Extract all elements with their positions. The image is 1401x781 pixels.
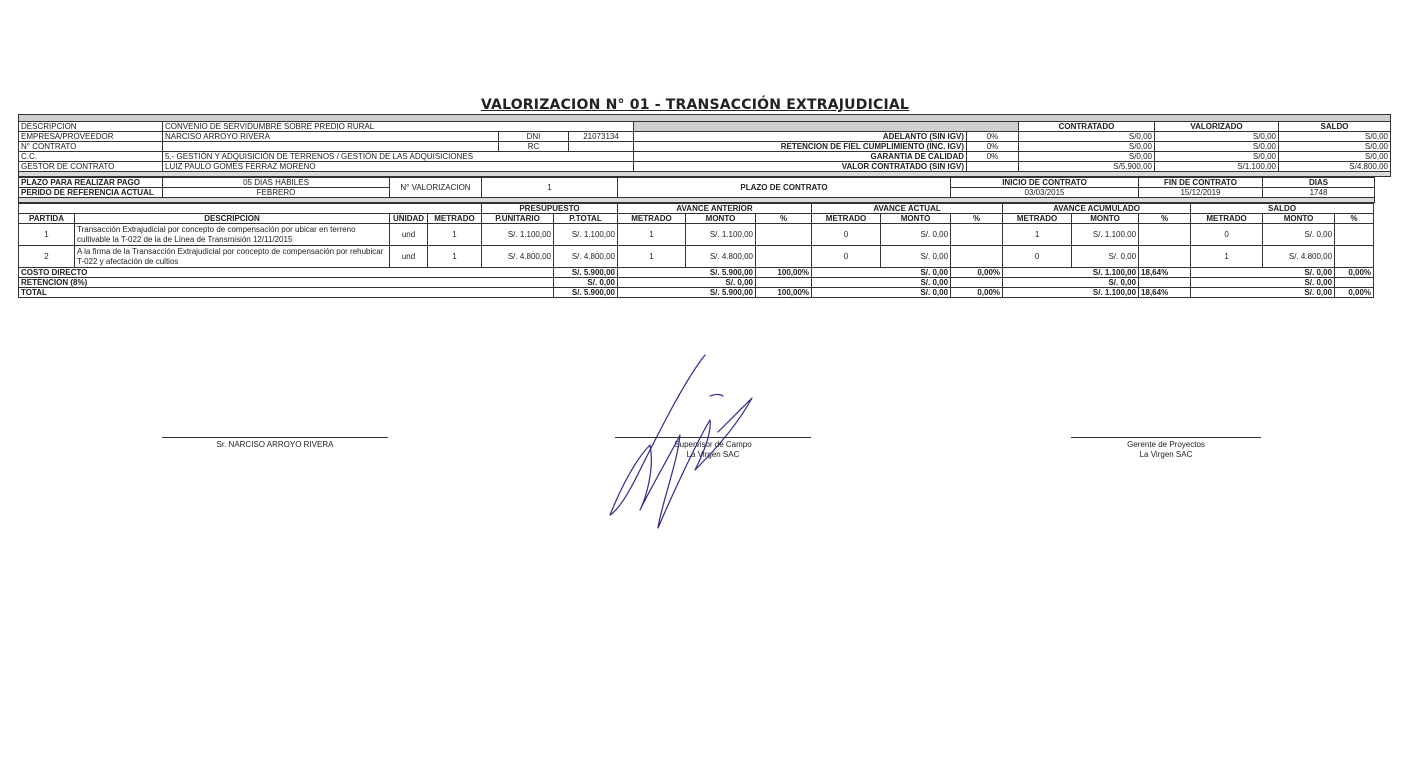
periodo-value: FEBRERO <box>163 188 390 198</box>
summary-valorizado: S/0,00 <box>1155 152 1279 162</box>
col-acu-pct: % <box>1139 214 1191 224</box>
rc-value <box>569 142 634 152</box>
cc-value: 5.- GESTIÓN Y ADQUISICIÓN DE TERRENOS / GESTIÓN DE LAS ADQUISICIONES <box>163 152 634 162</box>
act-pct-cell <box>951 224 1003 246</box>
summary-saldo: S/0,00 <box>1279 132 1391 142</box>
summary-valorizado: S/1.100,00 <box>1155 162 1279 172</box>
inicio-value: 03/03/2015 <box>951 188 1139 198</box>
empresa-value: NARCISO ARROYO RIVERA <box>163 132 499 142</box>
punitario-cell: S/. 4.800,00 <box>482 246 554 268</box>
acu-monto-cell: S/. 0,00 <box>1072 246 1139 268</box>
signature-line-left <box>162 437 388 438</box>
totals-row <box>19 268 1374 278</box>
act-metrado-cell: 0 <box>812 246 881 268</box>
separator-band <box>19 172 1391 177</box>
partida-cell: 2 <box>19 246 75 268</box>
summary-pct: 0% <box>967 152 1019 162</box>
col-act-metrado: METRADO <box>812 214 881 224</box>
summary-contratado: S/5.900,00 <box>1019 162 1155 172</box>
plazo-pago-value: 05 DIAS HABILES <box>163 178 390 188</box>
group-avance-acumulado: AVANCE ACUMULADO <box>1003 204 1191 214</box>
total-acu-pct: 18,64% <box>1139 288 1191 298</box>
total-ant-pct: 100,00% <box>756 288 812 298</box>
total-label: COSTO DIRECTO <box>19 268 554 278</box>
ant-pct-cell <box>756 224 812 246</box>
cc-label: C.C. <box>19 152 163 162</box>
total-acu-monto: S/. 1.100,00 <box>1003 268 1139 278</box>
punitario-cell: S/. 1.100,00 <box>482 224 554 246</box>
dias-label: DIAS <box>1263 178 1375 188</box>
fin-label: FIN DE CONTRATO <box>1139 178 1263 188</box>
gestor-label: GESTOR DE CONTRATO <box>19 162 163 172</box>
total-acu-pct: 18,64% <box>1139 268 1191 278</box>
plazo-contrato-label: PLAZO DE CONTRATO <box>618 178 951 198</box>
act-metrado-cell: 0 <box>812 224 881 246</box>
info-top-band <box>19 115 1391 122</box>
col-act-pct: % <box>951 214 1003 224</box>
col-metrado: METRADO <box>428 214 482 224</box>
ant-monto-cell: S/. 4.800,00 <box>686 246 756 268</box>
sal-metrado-cell: 1 <box>1191 246 1263 268</box>
total-sal-monto: S/. 0,00 <box>1191 278 1335 288</box>
table-row <box>19 246 1374 268</box>
total-ant-monto: S/. 5.900,00 <box>618 268 756 278</box>
plazo-pago-label: PLAZO PARA REALIZAR PAGO <box>19 178 163 188</box>
col-unidad: UNIDAD <box>390 214 428 224</box>
summary-contratado: S/0,00 <box>1019 132 1155 142</box>
totals-row <box>19 288 1374 298</box>
summary-header-saldo: SALDO <box>1279 122 1391 132</box>
partida-cell: 1 <box>19 224 75 246</box>
acu-metrado-cell: 0 <box>1003 246 1072 268</box>
col-punitario: P.UNITARIO <box>482 214 554 224</box>
valuation-table <box>18 203 1374 298</box>
group-avance-actual: AVANCE ACTUAL <box>812 204 1003 214</box>
col-sal-pct: % <box>1335 214 1374 224</box>
total-ptotal: S/. 5.900,00 <box>554 288 618 298</box>
signer-company: La Virgen SAC <box>1139 450 1193 459</box>
unidad-cell: und <box>390 224 428 246</box>
signer-role: Gerente de Proyectos <box>1127 440 1205 449</box>
plazo-table <box>18 177 1375 203</box>
nval-value: 1 <box>482 178 618 198</box>
total-act-monto: S/. 0,00 <box>812 278 951 288</box>
periodo-label: PERIDO DE REFERENCIA ACTUAL <box>19 188 163 198</box>
total-label: TOTAL <box>19 288 554 298</box>
act-monto-cell: S/. 0,00 <box>881 224 951 246</box>
col-ant-metrado: METRADO <box>618 214 686 224</box>
descripcion-cell: Transacción Extrajudicial por concepto de compensación por ubicar en terreno cultivable la T-022 de la de Línea de Transmisión 12/11/2015 <box>75 224 390 246</box>
total-act-monto: S/. 0,00 <box>812 288 951 298</box>
table-row <box>19 224 1374 246</box>
ptotal-cell: S/. 1.100,00 <box>554 224 618 246</box>
total-ant-monto: S/. 5.900,00 <box>618 288 756 298</box>
total-ptotal: S/. 5.900,00 <box>554 268 618 278</box>
col-acu-monto: MONTO <box>1072 214 1139 224</box>
total-acu-monto: S/. 0,00 <box>1003 278 1139 288</box>
dni-value: 21073134 <box>569 132 634 142</box>
unidad-cell: und <box>390 246 428 268</box>
sal-pct-cell <box>1335 224 1374 246</box>
totals-row <box>19 278 1374 288</box>
sal-monto-cell: S/. 4.800,00 <box>1263 246 1335 268</box>
acu-monto-cell: S/. 1.100,00 <box>1072 224 1139 246</box>
total-sal-monto: S/. 0,00 <box>1191 288 1335 298</box>
summary-label: GARANTIA DE CALIDAD <box>634 152 967 162</box>
total-acu-pct <box>1139 278 1191 288</box>
dni-label: DNI <box>499 132 569 142</box>
total-ptotal: S/. 0,00 <box>554 278 618 288</box>
sal-monto-cell: S/. 0,00 <box>1263 224 1335 246</box>
summary-contratado: S/0,00 <box>1019 152 1155 162</box>
contrato-value <box>163 142 499 152</box>
gestor-value: LUIZ PAULO GOMES FERRAZ MORENO <box>163 162 634 172</box>
total-ant-monto: S/. 0,00 <box>618 278 756 288</box>
summary-saldo: S/4.800,00 <box>1279 162 1391 172</box>
valorizacion-sheet <box>18 114 1388 298</box>
ant-metrado-cell: 1 <box>618 224 686 246</box>
summary-pct: 0% <box>967 142 1019 152</box>
group-saldo: SALDO <box>1191 204 1374 214</box>
row-descripcion <box>19 122 1391 132</box>
descripcion-value: CONVENIO DE SERVIDUMBRE SOBRE PREDIO RURAL <box>163 122 634 132</box>
column-header-row <box>19 214 1374 224</box>
signer-company: La Virgen SAC <box>686 450 740 459</box>
summary-saldo: S/0,00 <box>1279 142 1391 152</box>
ant-monto-cell: S/. 1.100,00 <box>686 224 756 246</box>
page-title: VALORIZACION N° 01 - TRANSACCIÓN EXTRAJUDICIAL <box>480 97 910 113</box>
col-sal-metrado: METRADO <box>1191 214 1263 224</box>
row-empresa <box>19 132 1391 142</box>
col-ptotal: P.TOTAL <box>554 214 618 224</box>
inicio-label: INICIO DE CONTRATO <box>951 178 1139 188</box>
dias-value: 1748 <box>1263 188 1375 198</box>
descripcion-label: DESCRIPCION <box>19 122 163 132</box>
col-sal-monto: MONTO <box>1263 214 1335 224</box>
act-pct-cell <box>951 246 1003 268</box>
total-sal-pct <box>1335 278 1374 288</box>
handwritten-signature <box>600 350 770 540</box>
sal-metrado-cell: 0 <box>1191 224 1263 246</box>
group-presupuesto: PRESUPUESTO <box>482 204 618 214</box>
ant-metrado-cell: 1 <box>618 246 686 268</box>
total-ant-pct <box>756 278 812 288</box>
summary-pct: 0% <box>967 132 1019 142</box>
acu-pct-cell <box>1139 224 1191 246</box>
signer-name: Sr. NARCISO ARROYO RIVERA <box>216 440 334 449</box>
descripcion-cell: A la firma de la Transacción Extrajudicial por concepto de compensación por rehubicar T-022 y afectación de cultios <box>75 246 390 268</box>
col-descripcion: DESCRIPCION <box>75 214 390 224</box>
metrado-cell: 1 <box>428 224 482 246</box>
total-act-pct: 0,00% <box>951 268 1003 278</box>
signature-line-right <box>1071 437 1261 438</box>
total-acu-monto: S/. 1.100,00 <box>1003 288 1139 298</box>
total-act-pct <box>951 278 1003 288</box>
separator-band <box>19 198 1375 203</box>
row-cc <box>19 152 1391 162</box>
metrado-cell: 1 <box>428 246 482 268</box>
summary-valorizado: S/0,00 <box>1155 142 1279 152</box>
ant-pct-cell <box>756 246 812 268</box>
total-sal-monto: S/. 0,00 <box>1191 268 1335 278</box>
sal-pct-cell <box>1335 246 1374 268</box>
fin-value: 15/12/2019 <box>1139 188 1263 198</box>
summary-pct <box>967 162 1019 172</box>
total-ant-pct: 100,00% <box>756 268 812 278</box>
group-header-row <box>19 204 1374 214</box>
ptotal-cell: S/. 4.800,00 <box>554 246 618 268</box>
summary-saldo: S/0,00 <box>1279 152 1391 162</box>
group-avance-anterior: AVANCE ANTERIOR <box>618 204 812 214</box>
acu-metrado-cell: 1 <box>1003 224 1072 246</box>
col-ant-pct: % <box>756 214 812 224</box>
total-act-monto: S/. 0,00 <box>812 268 951 278</box>
signature-label-right <box>1071 440 1261 460</box>
signer-role: Supervisor de Campo <box>674 440 752 449</box>
acu-pct-cell <box>1139 246 1191 268</box>
contrato-label: N° CONTRATO <box>19 142 163 152</box>
col-act-monto: MONTO <box>881 214 951 224</box>
row-gestor <box>19 162 1391 172</box>
total-sal-pct: 0,00% <box>1335 268 1374 278</box>
info-table <box>18 114 1391 177</box>
total-act-pct: 0,00% <box>951 288 1003 298</box>
empresa-label: EMPRESA/PROVEEDOR <box>19 132 163 142</box>
rc-label: RC <box>499 142 569 152</box>
col-ant-monto: MONTO <box>686 214 756 224</box>
summary-valorizado: S/0,00 <box>1155 132 1279 142</box>
nval-label: N° VALORIZACION <box>390 178 482 198</box>
total-sal-pct: 0,00% <box>1335 288 1374 298</box>
signature-label-left <box>162 440 388 450</box>
summary-label: VALOR CONTRATADO (SIN IGV) <box>634 162 967 172</box>
summary-header-contratado: CONTRATADO <box>1019 122 1155 132</box>
summary-label: RETENCION DE FIEL CUMPLIMIENTO (INC. IGV) <box>634 142 967 152</box>
summary-contratado: S/0,00 <box>1019 142 1155 152</box>
col-partida: PARTIDA <box>19 214 75 224</box>
act-monto-cell: S/. 0,00 <box>881 246 951 268</box>
summary-header-valorizado: VALORIZADO <box>1155 122 1279 132</box>
col-acu-metrado: METRADO <box>1003 214 1072 224</box>
row-contrato <box>19 142 1391 152</box>
summary-label: ADELANTO (SIN IGV) <box>634 132 967 142</box>
total-label: RETENCION (8%) <box>19 278 554 288</box>
